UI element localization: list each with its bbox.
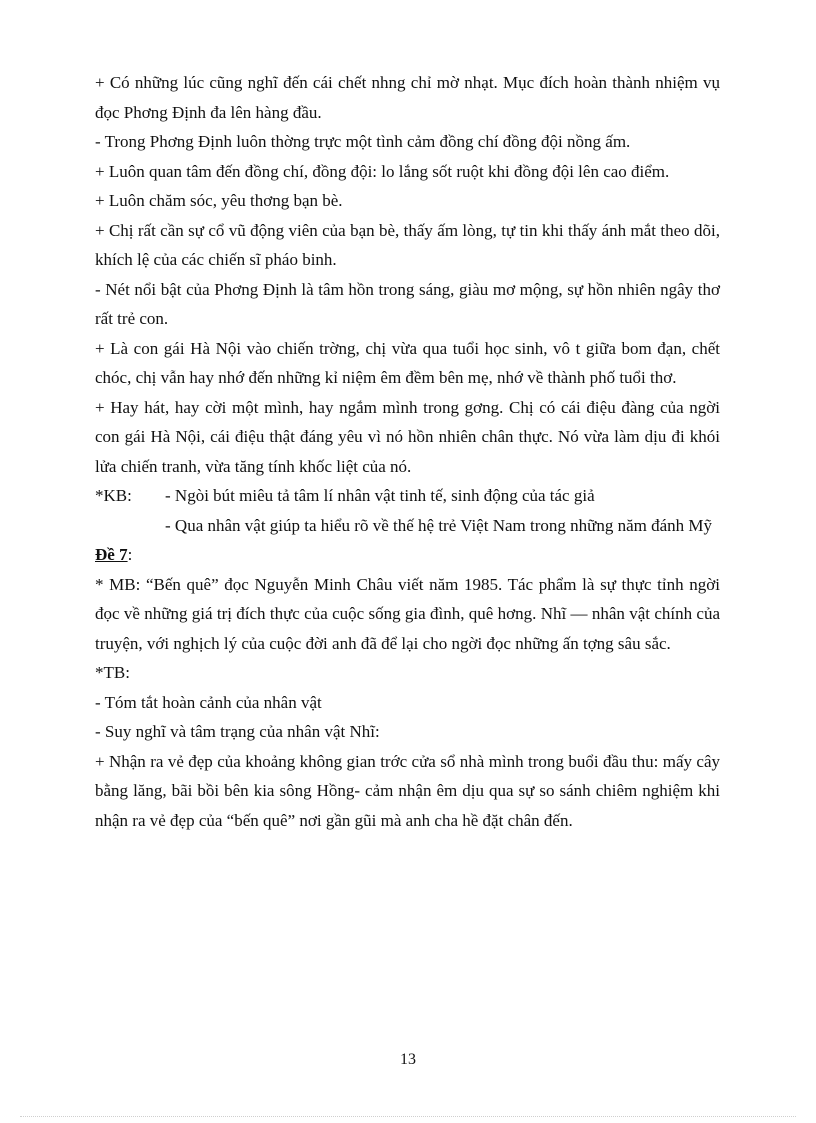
paragraph: + Luôn quan tâm đến đồng chí, đồng đội: lo lắng sốt ruột khi đồng đội lên cao điểm. [95, 161, 670, 181]
document-body [95, 68, 720, 835]
kb-section [95, 481, 720, 511]
paragraph: + Có những lúc cũng nghĩ đến cái chết nhng chỉ mờ nhạt. Mục đích hoàn thành nhiệm vụ đọc Phơng Định đa lên hàng đầu. [95, 73, 720, 122]
paragraph: + Hay hát, hay cời một mình, hay ngắm mình trong gơng. Chị có cái điệu đàng của ngời con gái Hà Nội, cái điệu thật đáng yêu vì nó hồn nhiên chân thực. Nó vừa làm dịu đi khói lửa chiến tranh, vừa tăng tính khốc liệt của nó. [95, 397, 720, 476]
paragraph: + Là con gái Hà Nội vào chiến trờng, chị vừa qua tuổi học sinh, vô t giữa bom đạn, chết chóc, chị vẫn hay nhớ đến những kỉ niệm êm đềm bên mẹ, nhớ về thành phố tuổi thơ. [95, 338, 720, 387]
page-bottom-divider [20, 1116, 796, 1117]
section-heading-line [95, 540, 720, 570]
section-heading: Đề 7 [95, 545, 128, 564]
paragraph: + Luôn chăm sóc, yêu thơng bạn bè. [95, 191, 343, 210]
heading-colon: : [127, 545, 133, 564]
page-number: 13 [400, 1051, 416, 1068]
kb-label: *KB: [95, 486, 132, 505]
paragraph: + Chị rất cần sự cổ vũ động viên của bạn bè, thấy ấm lòng, tự tin khi thấy ánh mắt theo dõi, khích lệ của các chiến sĩ pháo binh. [95, 220, 720, 269]
paragraph: - Tóm tắt hoàn cảnh của nhân vật [95, 692, 322, 712]
kb-line: - Qua nhân vật giúp ta hiểu rõ về thế hệ trẻ Việt Nam trong những năm đánh Mỹ [165, 515, 713, 535]
kb-line: - Ngòi bút miêu tả tâm lí nhân vật tinh tế, sinh động của tác giả [165, 486, 595, 505]
paragraph-mb: * MB: “Bến quê” đọc Nguyễn Minh Châu viết năm 1985. Tác phẩm là sự thực tỉnh ngời đọc về những giá trị đích thực của cuộc sống gia đình, quê hơng. Nhĩ — nhân vật chính của truyện, với nghịch lý của cuộc đời anh đã để lại cho ngời đọc những ấn tợng sâu sắc. [95, 574, 720, 653]
paragraph: - Suy nghĩ và tâm trạng của nhân vật Nhĩ: [95, 722, 380, 741]
paragraph: - Trong Phơng Định luôn thờng trực một tình cảm đồng chí đồng đội nồng ấm. [95, 132, 631, 151]
tb-label: *TB: [95, 663, 130, 682]
paragraph: - Nét nổi bật của Phơng Định là tâm hồn trong sáng, giàu mơ mộng, sự hồn nhiên ngây thơ rất trẻ con. [95, 279, 720, 328]
paragraph: + Nhận ra vẻ đẹp của khoảng không gian trớc cửa sổ nhà mình trong buổi đầu thu: mấy cây bằng lăng, bãi bồi bên kia sông Hồng- cảm nhận êm dịu qua sự so sánh chiêm nghiệm khi nhận ra vẻ đẹp của “bến quê” nơi gần gũi mà anh cha hề đặt chân đến. [95, 751, 720, 830]
